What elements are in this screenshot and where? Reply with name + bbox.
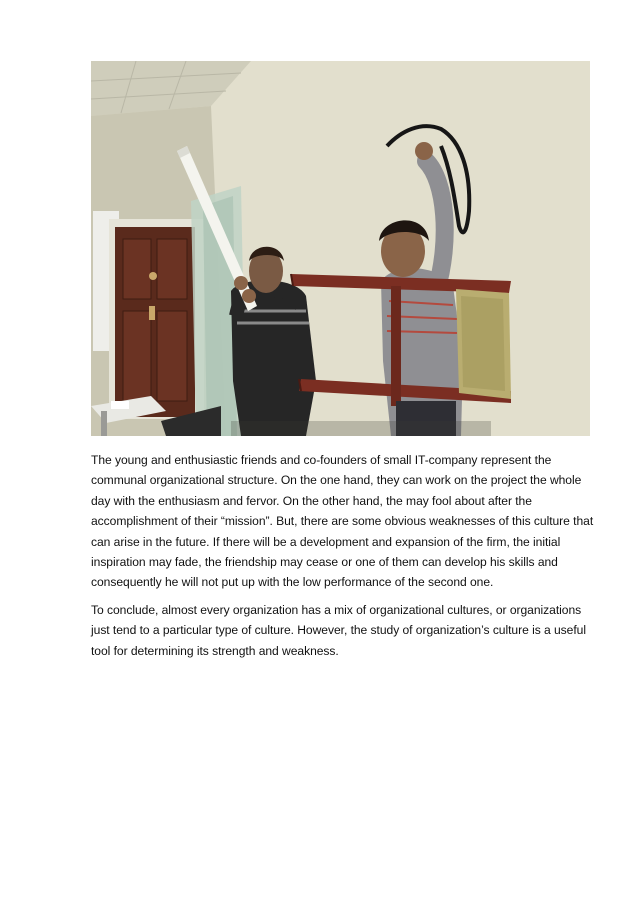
paragraph: To conclude, almost every organization has a mix of organizational cultures, or organizations just tend to a particular type of culture. However, the study of organization’s culture is a useful tool for determining its strength and weakness. bbox=[91, 602, 586, 658]
office-photo-illustration bbox=[91, 61, 590, 436]
office-photo bbox=[91, 61, 590, 436]
body-text bbox=[91, 450, 597, 668]
paragraph: The young and enthusiastic friends and co-founders of small IT-company represent the communal organizational structure. On the one hand, they can work on the project the whole day with the enthusiasm and fervor. On the other hand, the may fool about after the accomplishment of their “mission”. But, there are some obvious weaknesses of this culture that can arise in the future. If there will be a development and expansion of the firm, the initial inspiration may fade, the friendship may cease or one of them can develop his skills and consequently he will not put up with the low performance of the second one. bbox=[91, 453, 594, 590]
